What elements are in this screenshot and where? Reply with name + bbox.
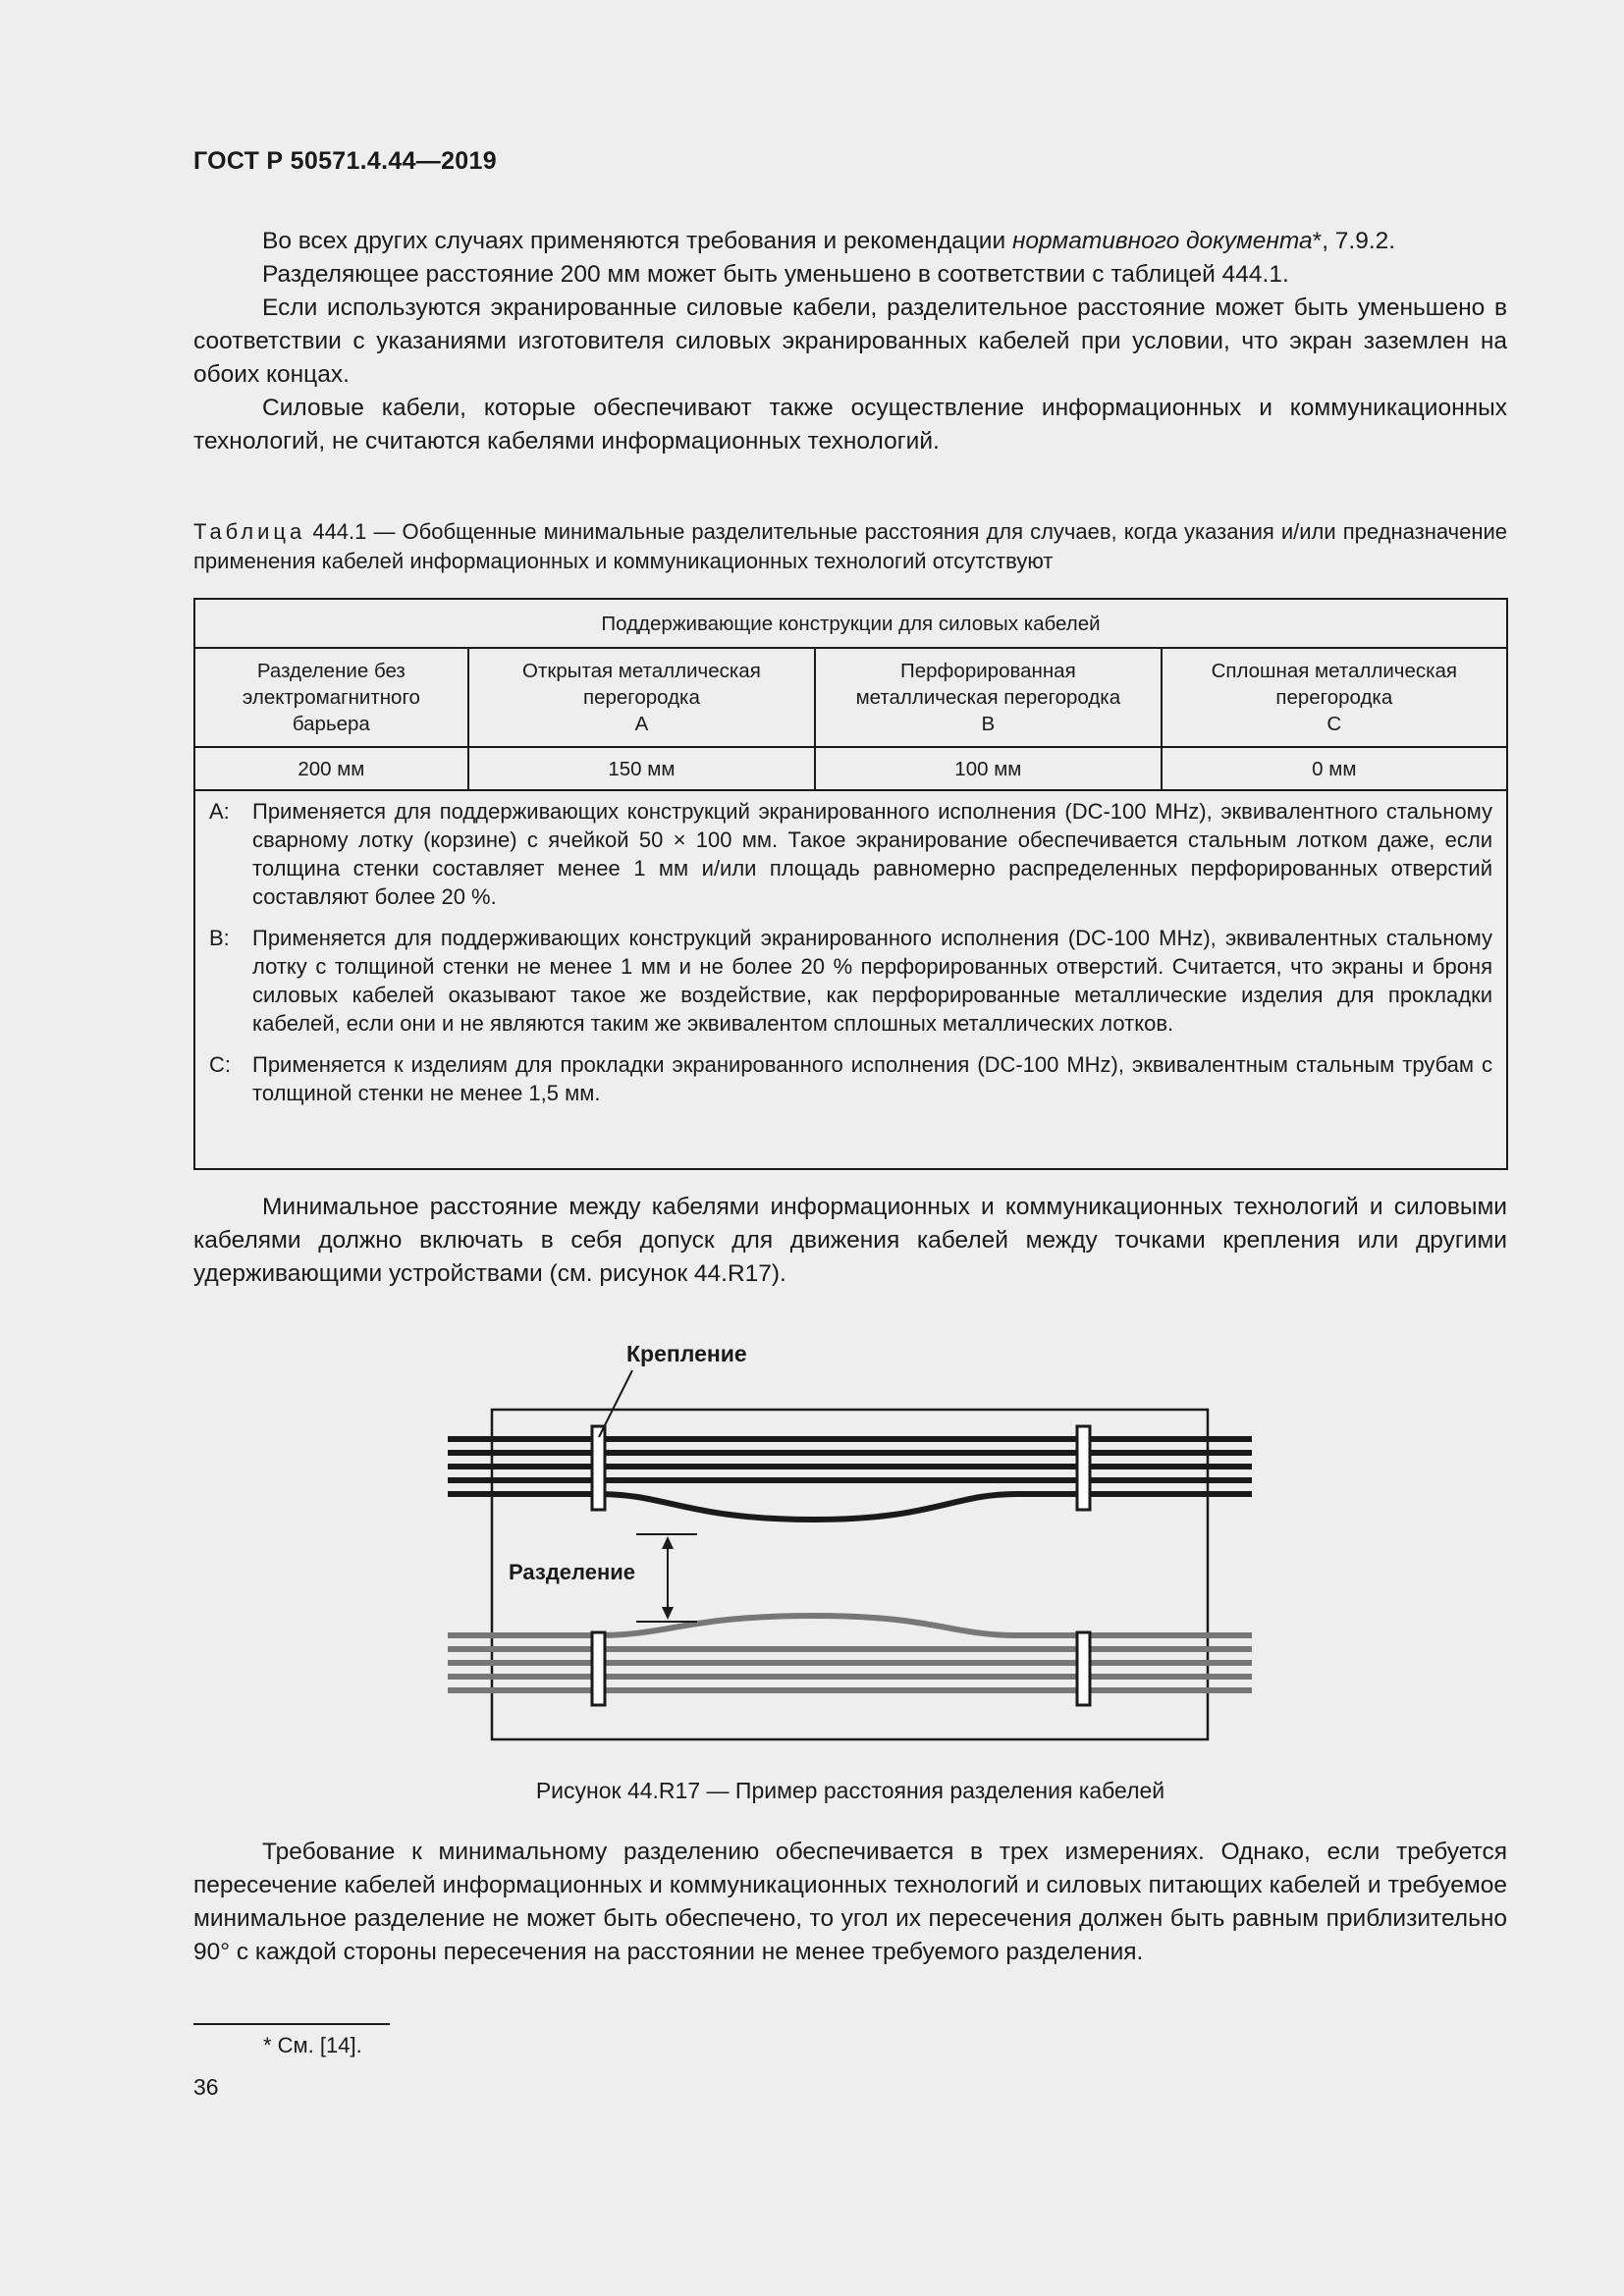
figure-caption: Рисунок 44.R17 — Пример расстояния разделения кабелей <box>535 1778 1165 1803</box>
paragraph-min-distance: Минимальное расстояние между кабелями информационных и коммуникационных технологий и силовыми кабелями должно включать в себя допуск для движения кабелей между точками крепления или другими удерживающими устройствами (см. рисунок 44.R17). <box>193 1194 1507 1287</box>
table-note <box>209 797 1492 911</box>
page-number: 36 <box>193 2074 219 2100</box>
fastening-leader <box>599 1370 632 1437</box>
paragraph-reduction: Разделяющее расстояние 200 мм может быть уменьшено в соответствии с таблицей 444.1. <box>262 261 1289 288</box>
column-header <box>194 648 468 747</box>
intro-section <box>193 225 1507 458</box>
paragraph-other-cases-text: Во всех других случаях применяются требования и рекомендации <box>262 228 1012 254</box>
separation-table <box>193 598 1508 1170</box>
clamp-upper-left <box>592 1426 605 1510</box>
note-key: A: <box>209 799 230 824</box>
paragraph-power-cables: Силовые кабели, которые обеспечивают также осуществление информационных и коммуникационных технологий, не считаются кабелями информационных технологий. <box>193 395 1507 454</box>
arrowhead-up <box>662 1536 674 1549</box>
paragraph-other-cases-tail: *, 7.9.2. <box>1312 228 1396 254</box>
note-text: Применяется для поддерживающих конструкций экранированного исполнения (DC-100 MHz), эквивалентного стальному сварному лотку (корзине) с ячейкой 50 × 100 мм. Такое экранирование обеспечивается стальным лотком даже, если толщина стенки составляет менее 1 мм и/или площадь равномерно распределенных перфорированных отверстий составляют более 20 %. <box>252 799 1492 909</box>
footnote: * См. [14]. <box>263 2033 362 2057</box>
footnote-divider <box>193 2023 390 2025</box>
table-cell: 150 мм <box>468 747 815 790</box>
arrowhead-down <box>662 1607 674 1620</box>
table-cell: 100 мм <box>815 747 1161 790</box>
separation-label: Разделение <box>509 1560 635 1584</box>
clamp-lower-left <box>592 1632 605 1705</box>
column-header <box>815 648 1161 747</box>
table-notes <box>194 790 1507 1169</box>
upper-cable-bundle <box>448 1439 1252 1520</box>
column-header-line: Сплошная металлическая <box>1211 660 1458 682</box>
column-header <box>468 648 815 747</box>
body-section-2 <box>193 1836 1507 1969</box>
clamp-lower-right <box>1077 1632 1090 1705</box>
column-header-line: B <box>981 713 996 735</box>
paragraph-three-dimensions: Требование к минимальному разделению обеспечивается в трех измерениях. Однако, если требуется пересечение кабелей информационных и коммуникационных технологий и силовых питающих кабелей и требуемое минимальное разделение не может быть обеспечено, то угол их пересечения должен быть равным приблизительно 90° с каждой стороны пересечения на расстоянии не менее требуемого разделения. <box>193 1839 1507 1965</box>
lower-cable <box>448 1616 1252 1635</box>
column-header-line: Открытая металлическая <box>522 660 761 682</box>
table-cell: 200 мм <box>194 747 468 790</box>
table-group-header-row <box>194 599 1507 648</box>
column-header <box>1162 648 1507 747</box>
column-header-line: A <box>634 713 649 735</box>
clamp-upper-right <box>1077 1426 1090 1510</box>
column-header-line: Разделение без <box>256 660 406 682</box>
table-caption <box>193 517 1507 576</box>
column-header-line: металлическая перегородка <box>855 686 1121 709</box>
paragraph-other-cases <box>193 225 1507 258</box>
column-header-line: перегородка <box>1275 686 1393 709</box>
cable-separation-figure <box>422 1335 1286 1747</box>
body-section-1 <box>193 1191 1507 1291</box>
column-header-line: барьера <box>292 713 370 735</box>
table-caption-text: 444.1 — Обобщенные минимальные разделительные расстояния для случаев, когда указания и/или предназначение применения кабелей информационных и коммуникационных технологий отсутствуют <box>193 519 1507 573</box>
table-row <box>194 747 1507 790</box>
note-key: C: <box>209 1052 231 1077</box>
table-note <box>209 1050 1492 1107</box>
lower-cable-bundle <box>448 1616 1252 1690</box>
note-text: Применяется к изделиям для прокладки экранированного исполнения (DC-100 MHz), эквивалентным стальным трубам с толщиной стенки не менее 1,5 мм. <box>252 1052 1492 1105</box>
note-text: Применяется для поддерживающих конструкций экранированного исполнения (DC-100 MHz), эквивалентных стальному лотку с толщиной стенки не менее 1 мм и не более 20 % перфорированных отверстий. Считается, что экраны и броня силовых кабелей оказывают такое же воздействие, как перфорированные металлические изделия для прокладки кабелей, если они и не являются таким же эквивалентом сплошных металлических лотков. <box>252 926 1492 1036</box>
column-header-line: электромагнитного <box>242 686 420 709</box>
table-cell: 0 мм <box>1162 747 1507 790</box>
normative-document-ref: нормативного документа <box>1011 228 1313 254</box>
column-header-line: C <box>1326 713 1342 735</box>
paragraph-shielded-cables: Если используются экранированные силовые кабели, разделительное расстояние может быть уменьшено в соответствии с указаниями изготовителя силовых экранированных кабелей при условии, что экран заземлен на обоих концах. <box>193 294 1507 388</box>
table-notes-row <box>194 790 1507 1169</box>
table-group-header: Поддерживающие конструкции для силовых кабелей <box>194 599 1507 648</box>
document-header: ГОСТ Р 50571.4.44—2019 <box>193 147 497 175</box>
fastening-label: Крепление <box>626 1341 747 1366</box>
table-caption-label: Таблица <box>193 519 306 544</box>
note-key: B: <box>209 926 230 950</box>
upper-cable <box>448 1494 1252 1520</box>
table-header-row <box>194 648 1507 747</box>
column-header-line: перегородка <box>582 686 700 709</box>
table-note <box>209 924 1492 1038</box>
column-header-line: Перфорированная <box>900 660 1076 682</box>
